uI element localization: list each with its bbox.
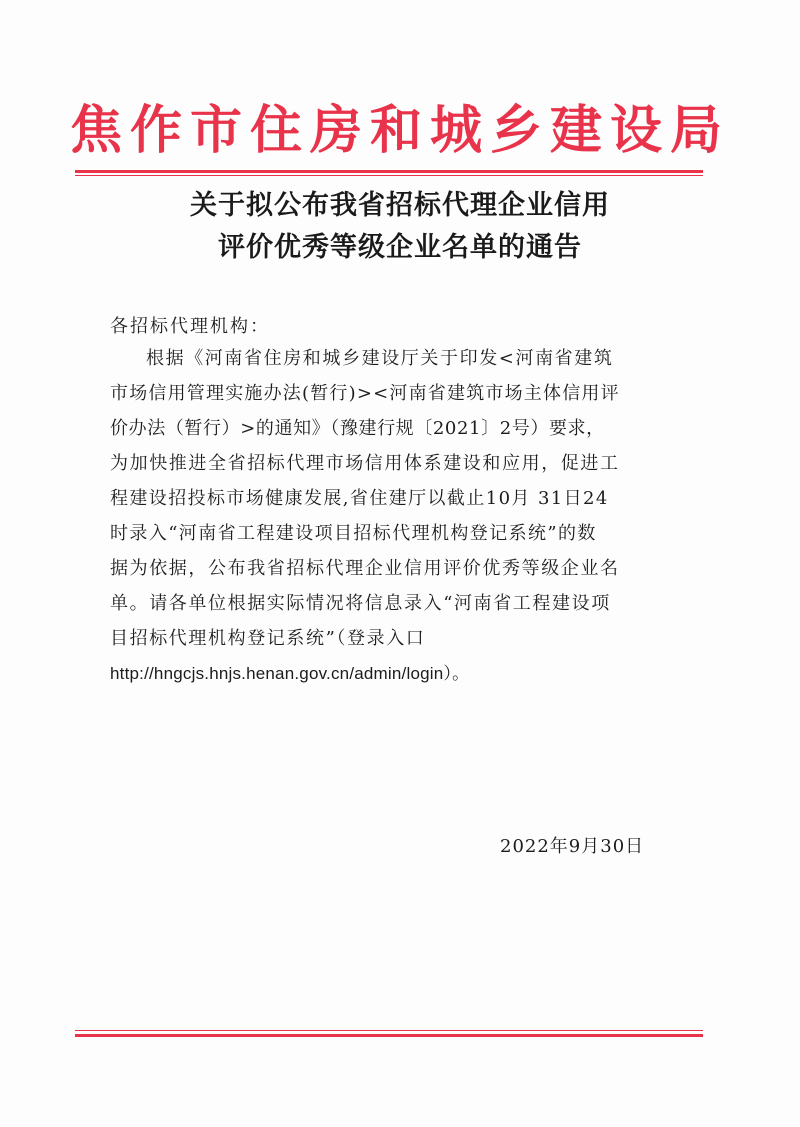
notice-title-line-2: 评价优秀等级企业名单的通告 — [218, 232, 582, 263]
body-line: 目招标代理机构登记系统”（登录入口 — [110, 628, 426, 649]
issue-date: 2022年9月30日 — [500, 836, 645, 857]
footer-divider-thin — [75, 1030, 703, 1031]
salutation: 各招标代理机构： — [110, 316, 270, 337]
body-line: 据为依据，公布我省招标代理企业信用评价优秀等级企业名 — [110, 558, 620, 579]
notice-title-line-1: 关于拟公布我省招标代理企业信用 — [190, 190, 610, 221]
letterhead-divider-thick — [75, 170, 703, 173]
body-line: 为加快推进全省招标代理市场信用体系建设和应用，促进工 — [110, 453, 620, 474]
login-url-line: http://hngcjs.hnjs.henan.gov.cn/admin/login）。 — [110, 664, 470, 683]
body-line: 根据《河南省住房和城乡建设厅关于印发<河南省建筑 — [146, 348, 614, 369]
letterhead-issuer: 焦作市住房和城乡建设局 — [69, 100, 730, 161]
body-line: 时录入“河南省工程建设项目招标代理机构登记系统”的数 — [110, 523, 597, 544]
body-line: 市场信用管理实施办法(暂行)><河南省建筑市场主体信用评 — [110, 383, 620, 404]
body-line: 程建设招投标市场健康发展,省住建厅以截止10月 31日24 — [110, 488, 609, 509]
letterhead-divider-thin — [75, 175, 703, 176]
body-line: 单。请各单位根据实际情况将信息录入“河南省工程建设项 — [110, 593, 611, 614]
footer-divider-thick — [75, 1034, 703, 1037]
body-line: 价办法（暂行）>的通知》（豫建行规〔2021〕2号）要求， — [110, 418, 605, 439]
